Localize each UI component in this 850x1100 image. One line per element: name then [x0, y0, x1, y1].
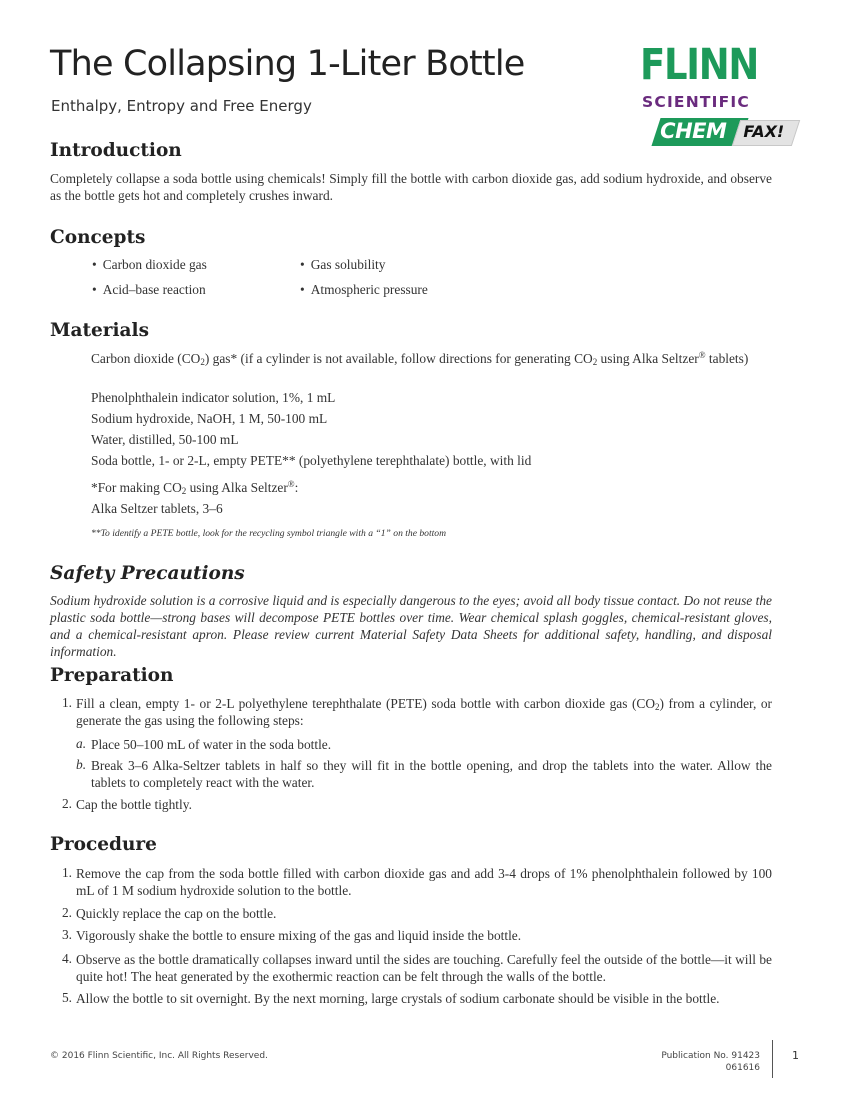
- step-number: 1.: [61, 695, 72, 710]
- flinn-chemfax-logo: [640, 40, 800, 152]
- document-title: The Collapsing 1-Liter Bottle: [50, 44, 525, 84]
- footer-copyright: © 2016 Flinn Scientific, Inc. All Rights Reserved.: [50, 1051, 268, 1061]
- preparation-heading: Preparation: [50, 665, 174, 686]
- preparation-step: Fill a clean, empty 1- or 2-L polyethylene terephthalate (PETE) soda bottle with carbon dioxide gas $(CO_2)$ from a cylinder, or generate the gas using the following steps:: [76, 696, 772, 728]
- logo-fax-text: FAX!: [743, 122, 785, 141]
- step-number: 2.: [61, 905, 72, 920]
- material-item: Phenolphthalein indicator solution, 1%, 1 mL: [91, 390, 336, 405]
- materials-heading: Materials: [50, 320, 149, 341]
- preparation-substep: Place 50–100 mL of water in the soda bottle.: [91, 737, 332, 752]
- step-number: 4.: [61, 951, 72, 966]
- substep-letter: a.: [76, 736, 87, 751]
- logo-scientific-text: SCIENTIFIC: [642, 93, 750, 111]
- concepts-heading: Concepts: [50, 227, 146, 248]
- safety-heading: Safety Precautions: [50, 563, 245, 584]
- material-item: Sodium hydroxide, NaOH, 1 M, 50-100 mL: [91, 411, 328, 426]
- concept-item: • Carbon dioxide gas: [92, 257, 207, 273]
- step-number: 5.: [61, 990, 72, 1005]
- introduction-heading: Introduction: [50, 140, 182, 161]
- substep-letter: b.: [76, 757, 87, 772]
- step-number: 2.: [61, 796, 72, 811]
- publication-code: 061616: [725, 1063, 760, 1073]
- material-note: *For making $CO_2$ using Alka Seltzer®:: [91, 479, 299, 496]
- preparation-substep: Break 3–6 Alka-Seltzer tablets in half so they will fit in the bottle opening, and drop the tablets into the water. Allow the tablets to completely react with the water.: [91, 758, 772, 790]
- material-item-co2: Carbon dioxide $(CO_2)$ gas* (if a cylinder is not available, follow directions for generating $CO_2$ using Alka Seltzer® tablets): [91, 350, 749, 367]
- material-item: Soda bottle, 1- or 2-L, empty PETE** (polyethylene terephthalate) bottle, with lid: [91, 453, 532, 468]
- step-number: 3.: [61, 927, 72, 942]
- procedure-step: Allow the bottle to sit overnight. By the next morning, large crystals of sodium carbonate should be visible in the bottle.: [76, 991, 720, 1006]
- procedure-heading: Procedure: [50, 834, 157, 855]
- publication-number: Publication No. 91423: [661, 1051, 760, 1061]
- logo-flinn-text: FLINN: [640, 40, 759, 90]
- step-number: 1.: [61, 865, 72, 880]
- concept-item: • Atmospheric pressure: [300, 282, 428, 298]
- procedure-step: Remove the cap from the soda bottle filled with carbon dioxide gas and add 3-4 drops of 1% phenolphthalein followed by 100 mL of 1 M sodium hydroxide solution to the bottle.: [76, 866, 772, 898]
- procedure-step: Vigorously shake the bottle to ensure mixing of the gas and liquid inside the bottle.: [76, 928, 522, 943]
- footer-divider: [772, 1040, 773, 1078]
- logo-fax-badge: [732, 120, 800, 146]
- safety-text: Sodium hydroxide solution is a corrosive liquid and is especially dangerous to the eyes; avoid all body tissue contact. Do not reuse the plastic soda bottle—strong bases will decompose PETE bottles over time. Wear chemical splash goggles, chemical-resistant gloves, and a chemical-resistant apron. Please review current Material Safety Data Sheets for additional safety, handling, and disposal information.: [50, 593, 772, 659]
- material-footnote: **To identify a PETE bottle, look for the recycling symbol triangle with a “1” on the bottom: [91, 528, 447, 539]
- concept-item: • Gas solubility: [300, 257, 385, 273]
- concept-item: • Acid–base reaction: [92, 282, 206, 298]
- document-subtitle: Enthalpy, Entropy and Free Energy: [51, 97, 312, 115]
- logo-chem-text: CHEM: [660, 119, 727, 143]
- procedure-step: Quickly replace the cap on the bottle.: [76, 906, 277, 921]
- footer-publication: [661, 1050, 760, 1074]
- page-number: 1: [792, 1049, 799, 1062]
- material-note-item: Alka Seltzer tablets, 3–6: [91, 501, 223, 516]
- material-item: Water, distilled, 50-100 mL: [91, 432, 239, 447]
- procedure-step: Observe as the bottle dramatically collapses inward until the sides are touching. Carefully feel the outside of the bottle—it will be quite hot! The heat generated by the exothermic reaction can be felt through the walls of the bottle.: [76, 952, 772, 984]
- preparation-step: Cap the bottle tightly.: [76, 797, 192, 812]
- introduction-text: Completely collapse a soda bottle using chemicals! Simply fill the bottle with carbon dioxide gas, add sodium hydroxide, and observe as the bottle gets hot and completely crushes inward.: [50, 171, 772, 203]
